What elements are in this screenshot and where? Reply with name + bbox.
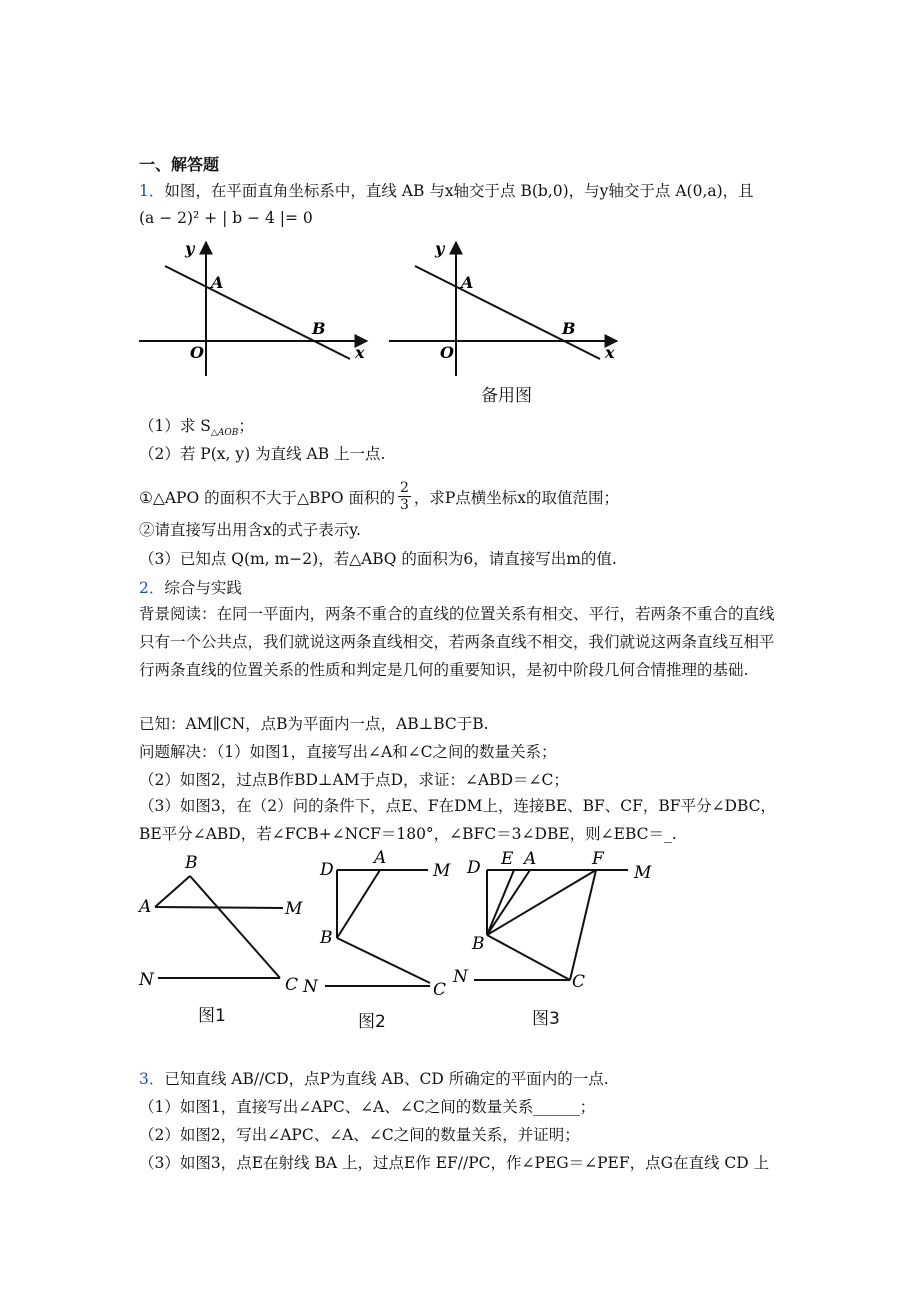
q2-title: 综合与实践	[164, 579, 242, 597]
q1-spare-origin-label: O	[440, 343, 454, 362]
q1-figure-spare	[385, 236, 625, 381]
q2-part2: （2）如图2，过点B作BD⊥AM于点D，求证：∠ABD＝∠C；	[139, 771, 569, 789]
q2-fig3-label-a: A	[524, 849, 537, 869]
q2-fig2-label-n: N	[303, 977, 318, 997]
q1-fraction-den: 3	[399, 497, 409, 513]
q2-fig3-label-c: C	[572, 972, 586, 992]
q2-fig1-caption: 图1	[198, 1006, 226, 1026]
q1-spare-axis-x-label: x	[605, 343, 615, 362]
q2-fig2-label-a: A	[374, 848, 387, 868]
q2-fig1-label-b: B	[185, 853, 198, 873]
q1-origin-label: O	[190, 343, 204, 362]
q2-part3: （3）如图3，在（2）问的条件下，点E、F在DM上，连接BE、BF、CF，BF平分∠DBC，BE平分∠ABD，若∠FCB+∠NCF＝180°，∠BFC＝3∠DBE，则∠EBC＝_.	[139, 797, 777, 843]
q2-part1: 问题解决：（1）如图1，直接写出∠A和∠C之间的数量关系；	[139, 743, 557, 761]
q1-spare-point-b-label: B	[562, 319, 576, 338]
q1-part1-end: ；	[238, 417, 254, 435]
q2-fig3-label-m: M	[634, 863, 652, 883]
q2-heading	[139, 576, 242, 598]
q1-figure-main	[135, 236, 375, 381]
q1-axis-x-label: x	[355, 343, 365, 362]
q1-part2a-pre: ①△APO 的面积不大于△BPO 面积的	[139, 488, 395, 507]
q2-fig2-label-d: D	[320, 860, 334, 880]
q1-spare-caption: 备用图	[481, 386, 532, 406]
q1-point-b-label: B	[312, 319, 326, 338]
q2-given: 已知：AM∥CN，点B为平面内一点，AB⊥BC于B.	[139, 715, 489, 733]
q2-background: 背景阅读：在同一平面内，两条不重合的直线的位置关系有相交、平行，若两条不重合的直线只有一个公共点，我们就说这两条直线相交，若两条直线不相交，我们就说这两条直线互相平行两条直线的位置关系的性质和判定是几何的重要知识，是初中阶段几何合情推理的基础.	[139, 605, 775, 679]
q2-fig2-label-b: B	[320, 928, 333, 948]
q1-stem-line	[139, 179, 754, 201]
q3-number: 3．	[139, 1070, 165, 1088]
q3-stem-line	[139, 1067, 609, 1089]
q2-fig1-label-n: N	[139, 970, 154, 990]
q1-spare-axis-y-label: y	[435, 239, 445, 258]
q2-fig1-label-a: A	[139, 897, 152, 917]
q2-fig1-label-m: M	[285, 899, 303, 919]
q1-point-a-label: A	[211, 273, 224, 292]
q3-part1: （1）如图1，直接写出∠APC、∠A、∠C之间的数量关系______；	[139, 1098, 596, 1116]
q1-fraction	[398, 480, 411, 513]
q1-part2b: ②请直接写出用含x的式子表示y.	[139, 521, 361, 539]
q1-part1-text: （1）求 S	[139, 417, 211, 435]
q1-part3: （3）已知点 Q(m, m−2)，若△ABQ 的面积为6，请直接写出m的值.	[139, 550, 617, 568]
section-title: 一、解答题	[139, 155, 220, 174]
q3-part2: （2）如图2，写出∠APC、∠A、∠C之间的数量关系，并证明；	[139, 1126, 580, 1144]
q2-fig2-label-m: M	[433, 861, 451, 881]
q2-fig2-caption: 图2	[358, 1012, 386, 1032]
q2-fig3-label-d: D	[467, 858, 481, 878]
q2-figure3	[450, 845, 660, 995]
q2-fig3-label-e: E	[501, 849, 514, 869]
q1-axis-y-label: y	[185, 239, 195, 258]
q2-fig3-label-n: N	[453, 967, 468, 987]
q2-fig3-label-b: B	[472, 934, 485, 954]
q2-fig2-label-c: C	[433, 980, 447, 1000]
q1-part2a	[139, 480, 619, 513]
q1-part2a-post: ，求P点横坐标x的取值范围；	[413, 488, 620, 507]
q1-part1-sub: △AOB	[210, 428, 239, 439]
q2-figure2	[300, 845, 465, 1000]
q1-part2: （2）若 P(x, y) 为直线 AB 上一点.	[139, 445, 386, 463]
q2-figure1	[135, 850, 310, 1000]
q1-spare-point-a-label: A	[461, 273, 474, 292]
q1-number: 1．	[139, 182, 165, 200]
q2-fig3-label-f: F	[592, 849, 604, 869]
q3-stem: 已知直线 AB//CD，点P为直线 AB、CD 所确定的平面内的一点.	[164, 1070, 609, 1088]
q1-fraction-num: 2	[399, 480, 409, 496]
q3-part3: （3）如图3，点E在射线 BA 上，过点E作 EF//PC，作∠PEG＝∠PEF，点G在直线 CD 上	[139, 1154, 770, 1172]
q1-stem: 如图，在平面直角坐标系中，直线 AB 与x轴交于点 B(b,0)，与y轴交于点 A(0,a)，且	[164, 182, 754, 200]
q2-number: 2．	[139, 579, 165, 597]
q2-fig3-caption: 图3	[532, 1009, 560, 1029]
q2-fig1-label-c: C	[285, 975, 299, 995]
q1-condition: (a − 2)² + | b − 4 |= 0	[139, 209, 313, 227]
q1-part1	[139, 414, 254, 438]
